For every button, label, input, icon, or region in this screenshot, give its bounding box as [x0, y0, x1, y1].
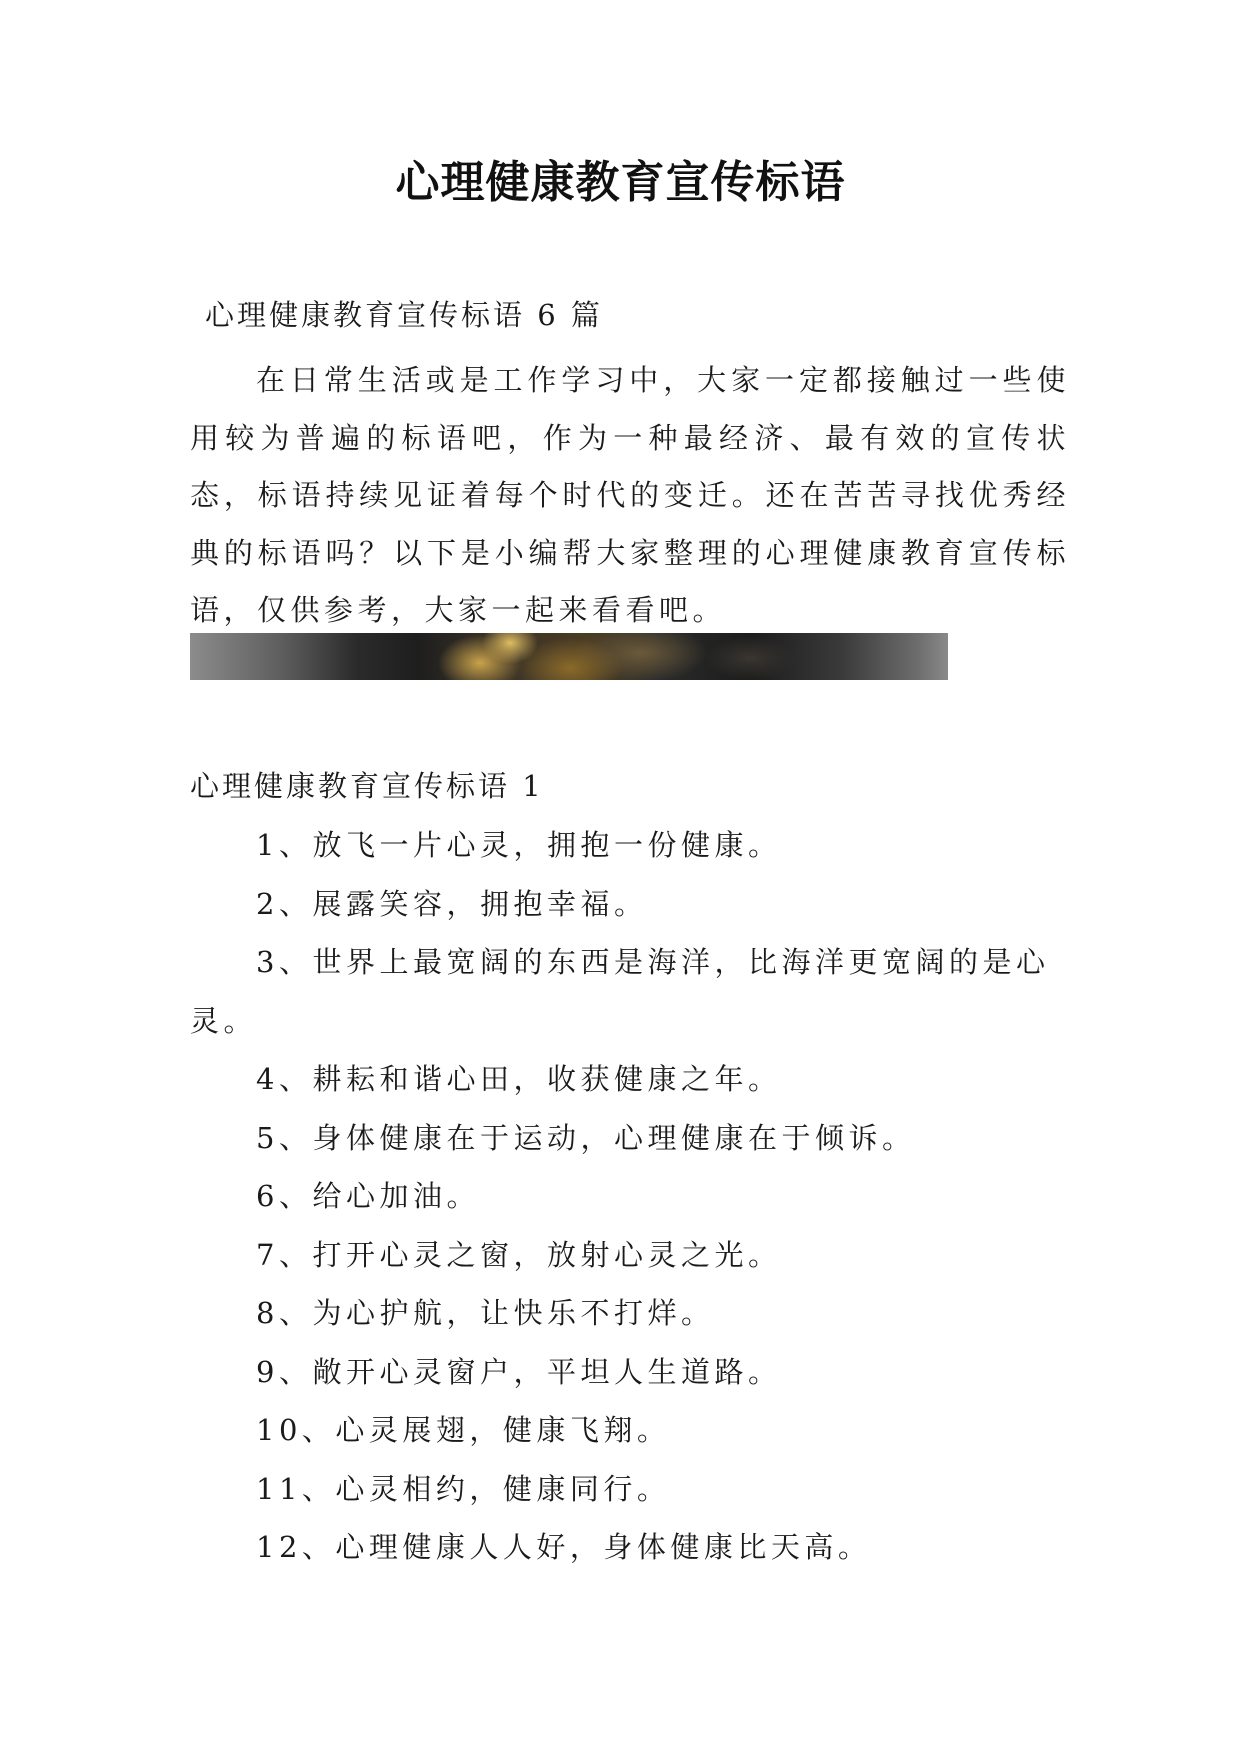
slogan-item: 3、世界上最宽阔的东西是海洋，比海洋更宽阔的是心灵。 — [190, 945, 1050, 1038]
document-subtitle: 心理健康教育宣传标语 6 篇 — [205, 298, 603, 332]
slogan-item: 10、心灵展翅，健康飞翔。 — [256, 1413, 671, 1447]
slogan-item: 9、敞开心灵窗户，平坦人生道路。 — [256, 1354, 782, 1389]
slogan-item: 5、身体健康在于运动，心理健康在于倾诉。 — [256, 1120, 916, 1155]
slogan-item: 4、耕耘和谐心田，收获健康之年。 — [256, 1062, 782, 1096]
slogan-item: 6、给心加油。 — [256, 1179, 480, 1213]
intro-paragraph: 在日常生活或是工作学习中，大家一定都接触过一些使用较为普遍的标语吧，作为一种最经济、最有效的宣传状态，标语持续见证着每个时代的变迁。还在苦苦寻找优秀经典的标语吗？以下是小编帮大家整理的心理健康教育宣传标语，仅供参考，大家一起来看看吧。 — [190, 363, 1070, 627]
slogan-item: 8、为心护航，让快乐不打烊。 — [256, 1296, 715, 1330]
slogan-list — [190, 816, 1070, 1577]
slogan-item: 11、心灵相约，健康同行。 — [256, 1471, 671, 1506]
page-title: 心理健康教育宣传标语 — [395, 157, 846, 208]
photo-image — [190, 633, 948, 680]
slogan-item: 2、展露笑容，拥抱幸福。 — [256, 886, 648, 921]
slogan-item: 1、放飞一片心灵，拥抱一份健康。 — [256, 828, 782, 862]
section-heading: 心理健康教育宣传标语 1 — [190, 769, 544, 803]
slogan-item: 12、心理健康人人好，身体健康比天高。 — [256, 1530, 872, 1564]
slogan-item: 7、打开心灵之窗，放射心灵之光。 — [256, 1237, 782, 1272]
